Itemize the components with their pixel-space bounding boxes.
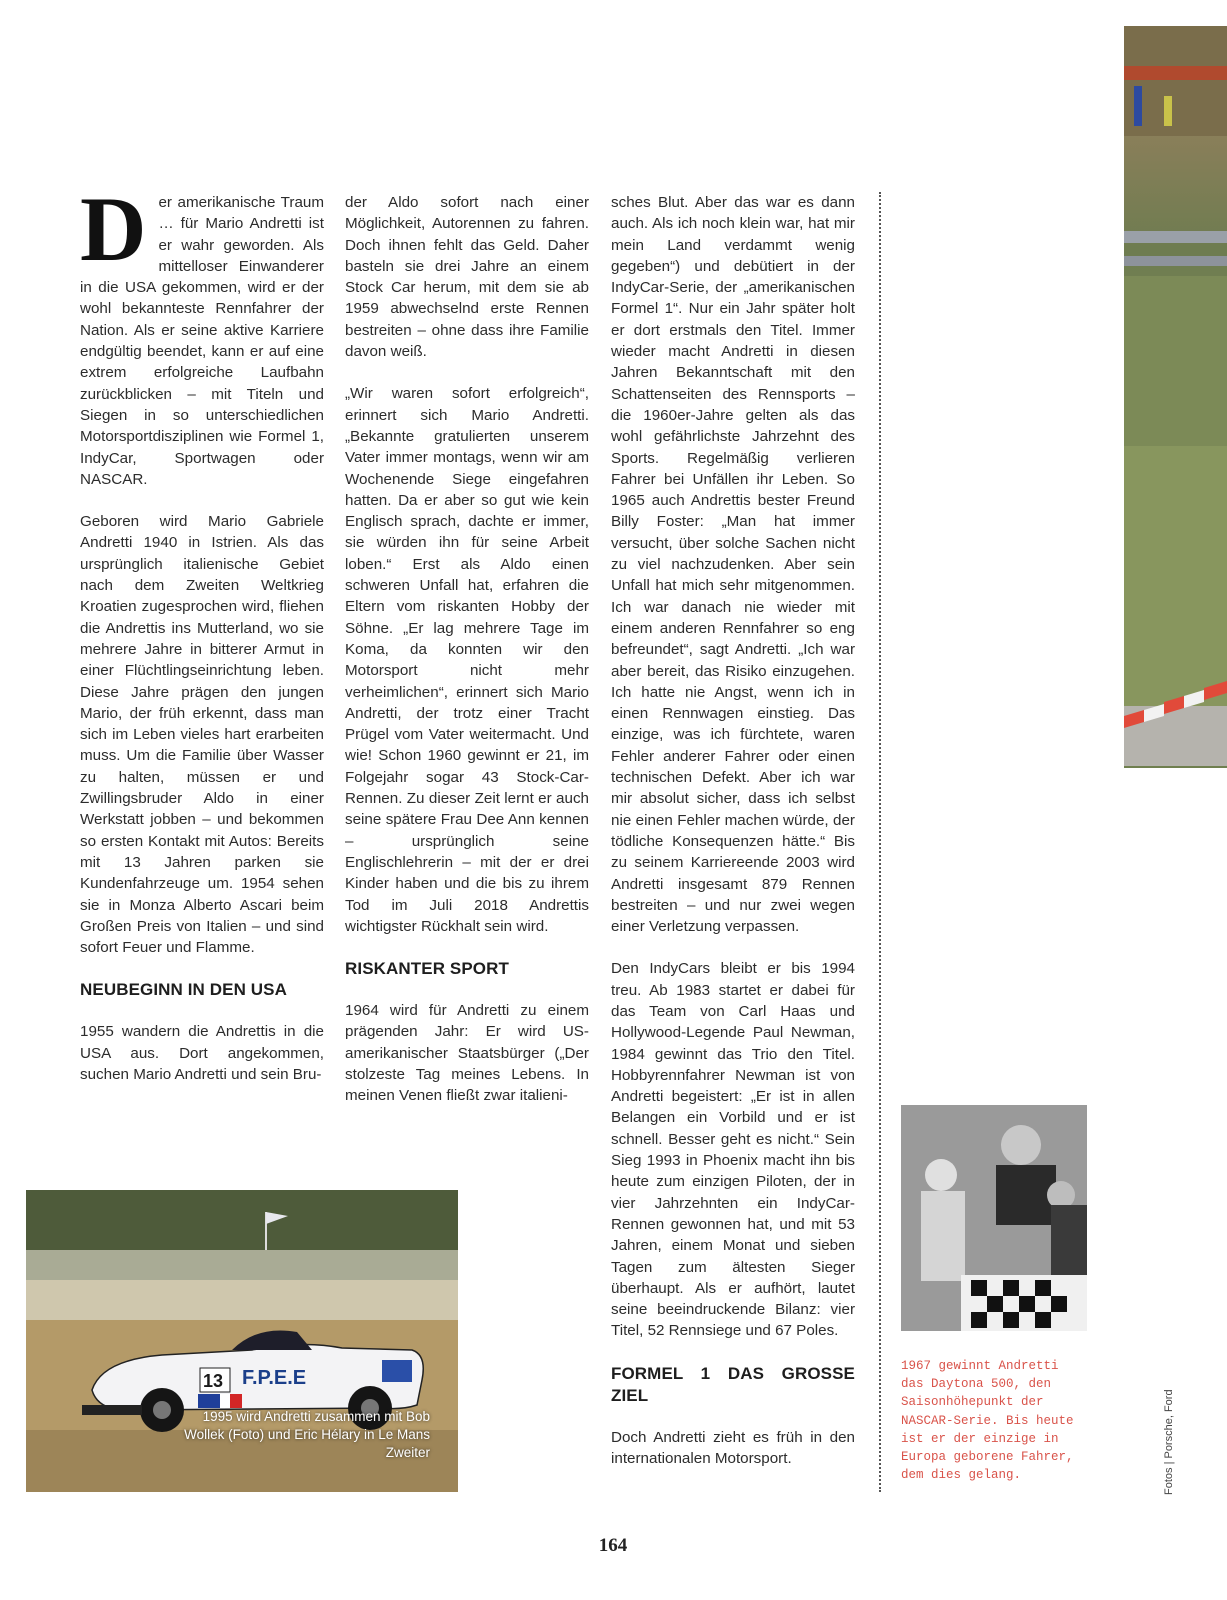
article-paragraph: Doch Andretti zieht es früh in den internationalen Motorsport.: [611, 1428, 855, 1468]
car-sponsor: F.P.E.E: [242, 1367, 307, 1389]
section-heading: FORMEL 1 DAS GROSSE ZIEL: [611, 1363, 855, 1405]
section-heading: RISKANTER SPORT: [345, 959, 509, 979]
article-paragraph: Der amerikanische Traum … für Mario Andretti ist er wahr geworden. Als mittelloser Einwanderer in die USA gekommen, wird er der wohl bekannteste Rennfahrer der Nation. Als er seine aktive Karriere endgültig beendet, kann er auf eine extrem erfolgreiche Laufbahn zurückblicken – mit Titeln und Siegen in so unterschiedlichen Motorsportdisziplinen wie Formel 1, IndyCar, Sportwagen oder NASCAR.: [80, 178, 324, 488]
article-paragraph: 1964 wird für Andretti zu einem prägenden Jahr: Er wird US-amerikanischer Staatsbürger („Der stolzeste Tag meines Lebens. In meinen Venen fließt zwar italieni-: [345, 1002, 589, 1105]
race-car-photo: [26, 1190, 458, 1492]
article-paragraph: Geboren wird Mario Gabriele Andretti 1940 in Istrien. Als das ursprünglich italienische Gebiet nach dem Zweiten Weltkrieg Kroatien zugesprochen wird, fliehen die Andrettis ins Mutterland, wo sie mehrere Jahre in bitterer Armut in einer Flüchtlingseinrichtung leben. Diese Jahre prägen den jungen Mario, der früh erkennt, dass man sich im Leben vieles hart erarbeiten muss. Um die Familie über Wasser zu halten, müssen er und Zwillingsbruder Aldo in einer Werkstatt jobben – und bekommen so ersten Kontakt mit Autos: Bereits mit 13 Jahren parken sie Kundenfahrzeuge um. 1954 sehen sie in Monza Alberto Ascari beim Großen Preis von Italien – und sind sofort Feuer und Flamme.: [80, 513, 324, 957]
article-column-1: [80, 178, 324, 1106]
article-column-2: [345, 192, 589, 1128]
article-column-3: [611, 192, 855, 1490]
victory-photo: [901, 1105, 1087, 1331]
photo-credit: Fotos | Porsche, Ford: [1163, 1389, 1175, 1495]
race-photo-caption: 1995 wird Andretti zusammen mit Bob Wollek (Foto) und Eric Hélary in Le Mans Zweiter: [184, 1409, 430, 1460]
victory-photo-caption: 1967 gewinnt Andretti das Daytona 500, den Saisonhöhepunkt der NASCAR-Serie. Bis heute ist er der einzige in Europa geborene Fahrer, dem dies gelang.: [901, 1359, 1074, 1483]
dotted-divider: [879, 192, 881, 1492]
article-paragraph: der Aldo sofort nach einer Möglichkeit, Autorennen zu fahren. Doch ihnen fehlt das Geld. Daher basteln sie drei Jahre an einem Stock Car herum, mit dem sie ab 1959 abwechselnd erste Rennen bestreiten – ohne dass ihre Familie davon weiß.: [345, 194, 589, 361]
car-number: 13: [203, 1371, 224, 1391]
track-illustration: [1124, 26, 1227, 768]
article-paragraph: Den IndyCars bleibt er bis 1994 treu. Ab 1983 startet er dabei für das Team von Carl Haas und Hollywood-Legende Paul Newman, 1984 gewinnt das Trio den Titel. Hobbyrennfahrer Newman ist von Andretti begeistert: „Er ist in allen Belangen ein Vorbild und er ist schnell. Besser geht es nicht.“ Sein Sieg 1993 in Phoenix macht ihn bis heute zum einzigen Piloten, der in vier Jahrzehnten ein IndyCar-Rennen gewonnen hat, und mit 53 Jahren, einem Monat und sieben Tagen zum ältesten Sieger überhaupt. Als er aufhört, lautet seine beeindruckende Bilanz: vier Titel, 52 Rennsiege und 67 Poles.: [611, 960, 855, 1340]
page-number: 164: [598, 1535, 628, 1556]
drop-cap: D: [80, 178, 147, 280]
article-paragraph: „Wir waren sofort erfolgreich“, erinnert sich Mario Andretti. „Bekannte gratulierten unserem Vater immer montags, wenn wir am Wochenende Siege eingefahren hatten. Da er aber so gut wie kein Englisch sprach, dachte er immer, sie würden ihn für seine Arbeit loben.“ Erst als Aldo einen schweren Unfall hat, erfahren die Eltern vom riskanten Hobby der Söhne. „Er lag mehrere Tage im Koma, da konnten wir den Motorsport nicht mehr verheimlichen“, erinnert sich Mario Andretti, der trotz einer Tracht Prügel vom Vater weitermacht. Und wie! Schon 1960 gewinnt er 21, im Folgejahr sogar 43 Stock-Car-Rennen. Zu dieser Zeit lernt er auch seine spätere Frau Dee Ann kennen – ursprünglich seine Englischlehrerin – mit der er drei Kinder haben und die bis zu ihrem Tod im Juli 2018 Andrettis wichtigster Rückhalt sein wird.: [345, 385, 589, 935]
victory-illustration: [901, 1105, 1087, 1331]
article-paragraph: sches Blut. Aber das war es dann auch. Als ich noch klein war, hat mir mein Land verdammt wenig gegeben“) und debütiert in der IndyCar-Serie, der „amerikanischen Formel 1“. Nur ein Jahr später holt er dort erstmals den Titel. Immer wieder macht Andretti in diesen Jahren Bekanntschaft mit den Schattenseiten des Rennsports – die 1960er-Jahre gelten als das wohl gefährlichste Jahrzehnt des Sports. Regelmäßig verlieren Fahrer bei Unfällen ihr Leben. So 1965 auch Andrettis bester Freund Billy Foster: „Man hat immer versucht, über solche Sachen nicht zu viel nachzudenken. Aber sein Unfall hat mich sehr mitgenommen. Ich war danach nie wieder mit einem anderen Rennfahrer so eng befreundet“, sagt Andretti. „Ich war aber bereit, das Risiko einzugehen. Ich hatte nie Angst, wenn ich in einen Rennwagen einstieg. Das einzige, was ich fürchtete, waren Fehler anderer Fahrer oder einen technischen Defekt. Aber ich war mir absolut sicher, dass ich selbst nie einen Fehler machen würde, der tödliche Konsequenzen hätte.“ Bis zu seinem Karriereende 2003 wird Andretti insgesamt 879 Rennen bestreiten – und nur zwei wegen einer Verletzung verpassen.: [611, 194, 855, 936]
section-heading: NEUBEGINN IN DEN USA: [80, 980, 287, 1000]
article-paragraph: 1955 wandern die Andrettis in die USA aus. Dort angekommen, suchen Mario Andretti und sein Bru-: [80, 1023, 324, 1083]
track-edge-photo: [1124, 26, 1227, 768]
